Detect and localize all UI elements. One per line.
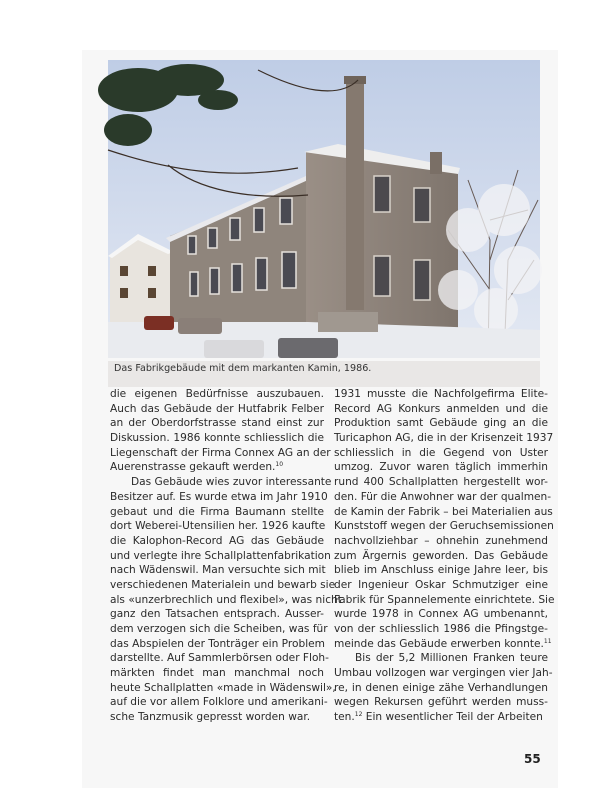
text-line: schliesslich in die Gegend von Uster [334,446,548,459]
text-line: als «unzerbrechlich und flexibel», was nicht [110,593,342,606]
figure-caption: Das Fabrikgebäude mit dem markanten Kamin, 1986. [108,361,540,387]
text-line: Besitzer auf. Es wurde etwa im Jahr 1910 [110,490,328,503]
text-line: nachvollziehbar – ohnehin zunehmend [334,534,548,547]
text-line: wurde 1978 in Connex AG umbenannt, [334,608,548,621]
text-line: Kunststoff wegen der Geruchsemissionen [334,520,554,533]
footnote-ref: 11 [543,637,552,645]
page-number: 55 [524,752,541,766]
text-line: die eigenen Bedürfnisse auszubauen. [110,388,324,400]
text-line: wegen Rekursen geführt werden muss- [334,696,548,709]
text-line: Fabrik für Spannelemente einrichtete. Sie [334,593,555,606]
text-line: heute Schallplatten «made in Wädenswil», [110,681,336,694]
footnote-ref: 10 [275,461,284,469]
text-line: märkten findet man manchmal noch [110,667,324,680]
text-line: das Abspielen der Tonträger ein Problem [110,637,325,650]
text-line: ten.$^{12}$ Ein wesentlicher Teil der Arbeiten [334,711,543,724]
text-line: meinde das Gebäude erwerben konnte.$^{11}$ [334,637,552,650]
text-line: zum Ärgernis geworden. Das Gebäude [334,549,548,562]
text-column-left [110,387,342,725]
text-line: Umbau vollzogen war vergingen vier Jah- [334,667,553,680]
text-line: der Ingenieur Oskar Schmutziger eine [334,578,548,591]
text-line: Diskussion. 1986 konnte schliesslich die [110,432,324,445]
text-line: gebaut und die Firma Baumann stellte [110,505,324,518]
text-line: Auch das Gebäude der Hutfabrik Felber [110,402,324,415]
text-line: 1931 musste die Nachfolgefirma Elite- [334,388,548,400]
text-line: Auerenstrasse gekauft werden.$^{10}$ [110,461,284,474]
text-line: Record AG Konkurs anmelden und die [334,402,548,415]
text-column-right [334,387,555,725]
text-line: und verlegte ihre Schallplattenfabrikation [110,549,331,562]
text-line: nach Wädenswil. Man versuchte sich mit [110,564,326,577]
text-line: dem verzogen sich die Scheiben, was für [110,623,328,635]
text-line: Bis der 5,2 Millionen Franken teure [355,652,548,665]
text-line: sche Tanzmusik gepresst worden war. [110,711,311,724]
text-line: ganz den Tatsachen entsprach. Ausser- [110,608,324,621]
text-line: von der schliesslich 1986 die Pfingstge- [334,623,548,635]
text-line: auf die vor allem Folklore und amerikani- [110,696,328,709]
text-line: Produktion samt Gebäude ging an die [334,417,548,430]
text-line: blieb im Anschluss einige Jahre leer, bis [334,564,548,577]
factory-photo [108,60,540,358]
text-line: re, in denen einige zähe Verhandlungen [334,681,548,694]
text-line: Das Gebäude wies zuvor interessante [131,476,332,489]
text-line: die Kalophon-Record AG das Gebäude [110,534,324,547]
text-line: umzog. Zuvor waren täglich immerhin [334,461,548,474]
text-line: den. Für die Anwohner war der qualmen- [334,490,552,503]
text-line: Liegenschaft der Firma Connex AG an der [110,446,331,459]
text-line: darstellte. Auf Sammlerbörsen oder Floh- [110,652,329,665]
text-line: dort Weberei-Utensilien her. 1926 kaufte [110,520,326,533]
text-line: an der Oberdorfstrasse stand einst zur [110,417,324,430]
text-line: Turicaphon AG, die in der Krisenzeit 1937 [334,432,554,445]
text-line: verschiedenen Materialein und bewarb sie [110,578,336,591]
text-line: rund 400 Schallplatten hergestellt wor- [334,476,548,489]
text-line: de Kamin der Fabrik – bei Materialien aus [334,505,553,518]
footnote-ref: 12 [354,711,363,719]
